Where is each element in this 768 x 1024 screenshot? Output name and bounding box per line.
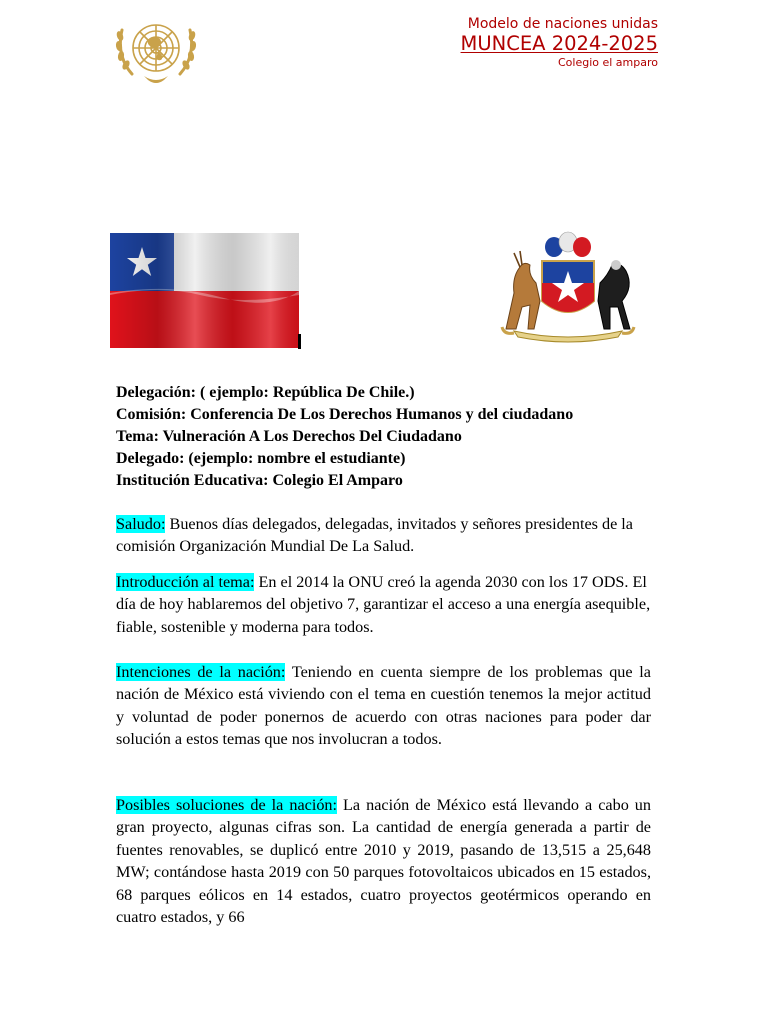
delegation-info — [116, 382, 656, 492]
cursor-mark — [298, 334, 301, 349]
greeting-paragraph — [116, 513, 651, 558]
intentions-text: Teniendo en cuenta siempre de los problemas que la nación de México está viviendo con el tema en cuestión tenemos la mejor actitud y voluntad de poder ponernos de acuerdo con otras naciones para poder dar solución a estos temas que nos involucran a todos. — [116, 663, 651, 749]
header-title: MUNCEA 2024-2025 — [460, 32, 658, 55]
header-block — [461, 16, 658, 71]
header-line-1: Modelo de naciones unidas — [467, 16, 658, 32]
institution-line: Institución Educativa: Colegio El Amparo — [116, 472, 403, 489]
intentions-label: Intenciones de la nación: — [116, 663, 286, 681]
header-subtitle: Colegio el amparo — [557, 56, 658, 69]
un-emblem-icon — [108, 12, 204, 90]
greeting-label: Saludo: — [116, 515, 166, 533]
topic-line: Tema: Vulneración A Los Derechos Del Ciudadano — [116, 428, 462, 445]
intentions-paragraph — [116, 661, 651, 751]
solutions-text: La nación de México está llevando a cabo un gran proyecto, algunas cifras son. La cantidad de energía generada a partir de fuentes renovables, se duplicó entre 2010 y 2019, pasando de 13,515 a 25,648 MW; contándose hasta 2019 con 50 parques fotovoltaicos ubicados en 15 estados, 68 parques eólicos en 14 estados, cuatro proyectos geotérmicos operando en cuatro estados, y 66 — [116, 796, 651, 927]
solutions-label: Posibles soluciones de la nación: — [116, 796, 338, 814]
greeting-text: Buenos días delegados, delegadas, invitados y señores presidentes de la comisión Organización Mundial De La Salud. — [116, 515, 633, 556]
intro-label: Introducción al tema: — [116, 573, 255, 591]
intro-text: En el 2014 la ONU creó la agenda 2030 con los 17 ODS. El día de hoy hablaremos del objetivo 7, garantizar el acceso a una energía asequible, fiable, sostenible y moderna para todos. — [116, 573, 651, 636]
solutions-paragraph — [116, 794, 651, 928]
chile-coat-of-arms-icon — [484, 231, 652, 344]
chile-flag-icon — [110, 233, 299, 348]
commission-line: Comisión: Conferencia De Los Derechos Humanos y del ciudadano — [116, 406, 574, 423]
delegate-line: Delegado: (ejemplo: nombre el estudiante) — [116, 450, 406, 467]
delegation-line: Delegación: ( ejemplo: República De Chile.) — [116, 384, 415, 401]
intro-paragraph — [116, 571, 651, 638]
